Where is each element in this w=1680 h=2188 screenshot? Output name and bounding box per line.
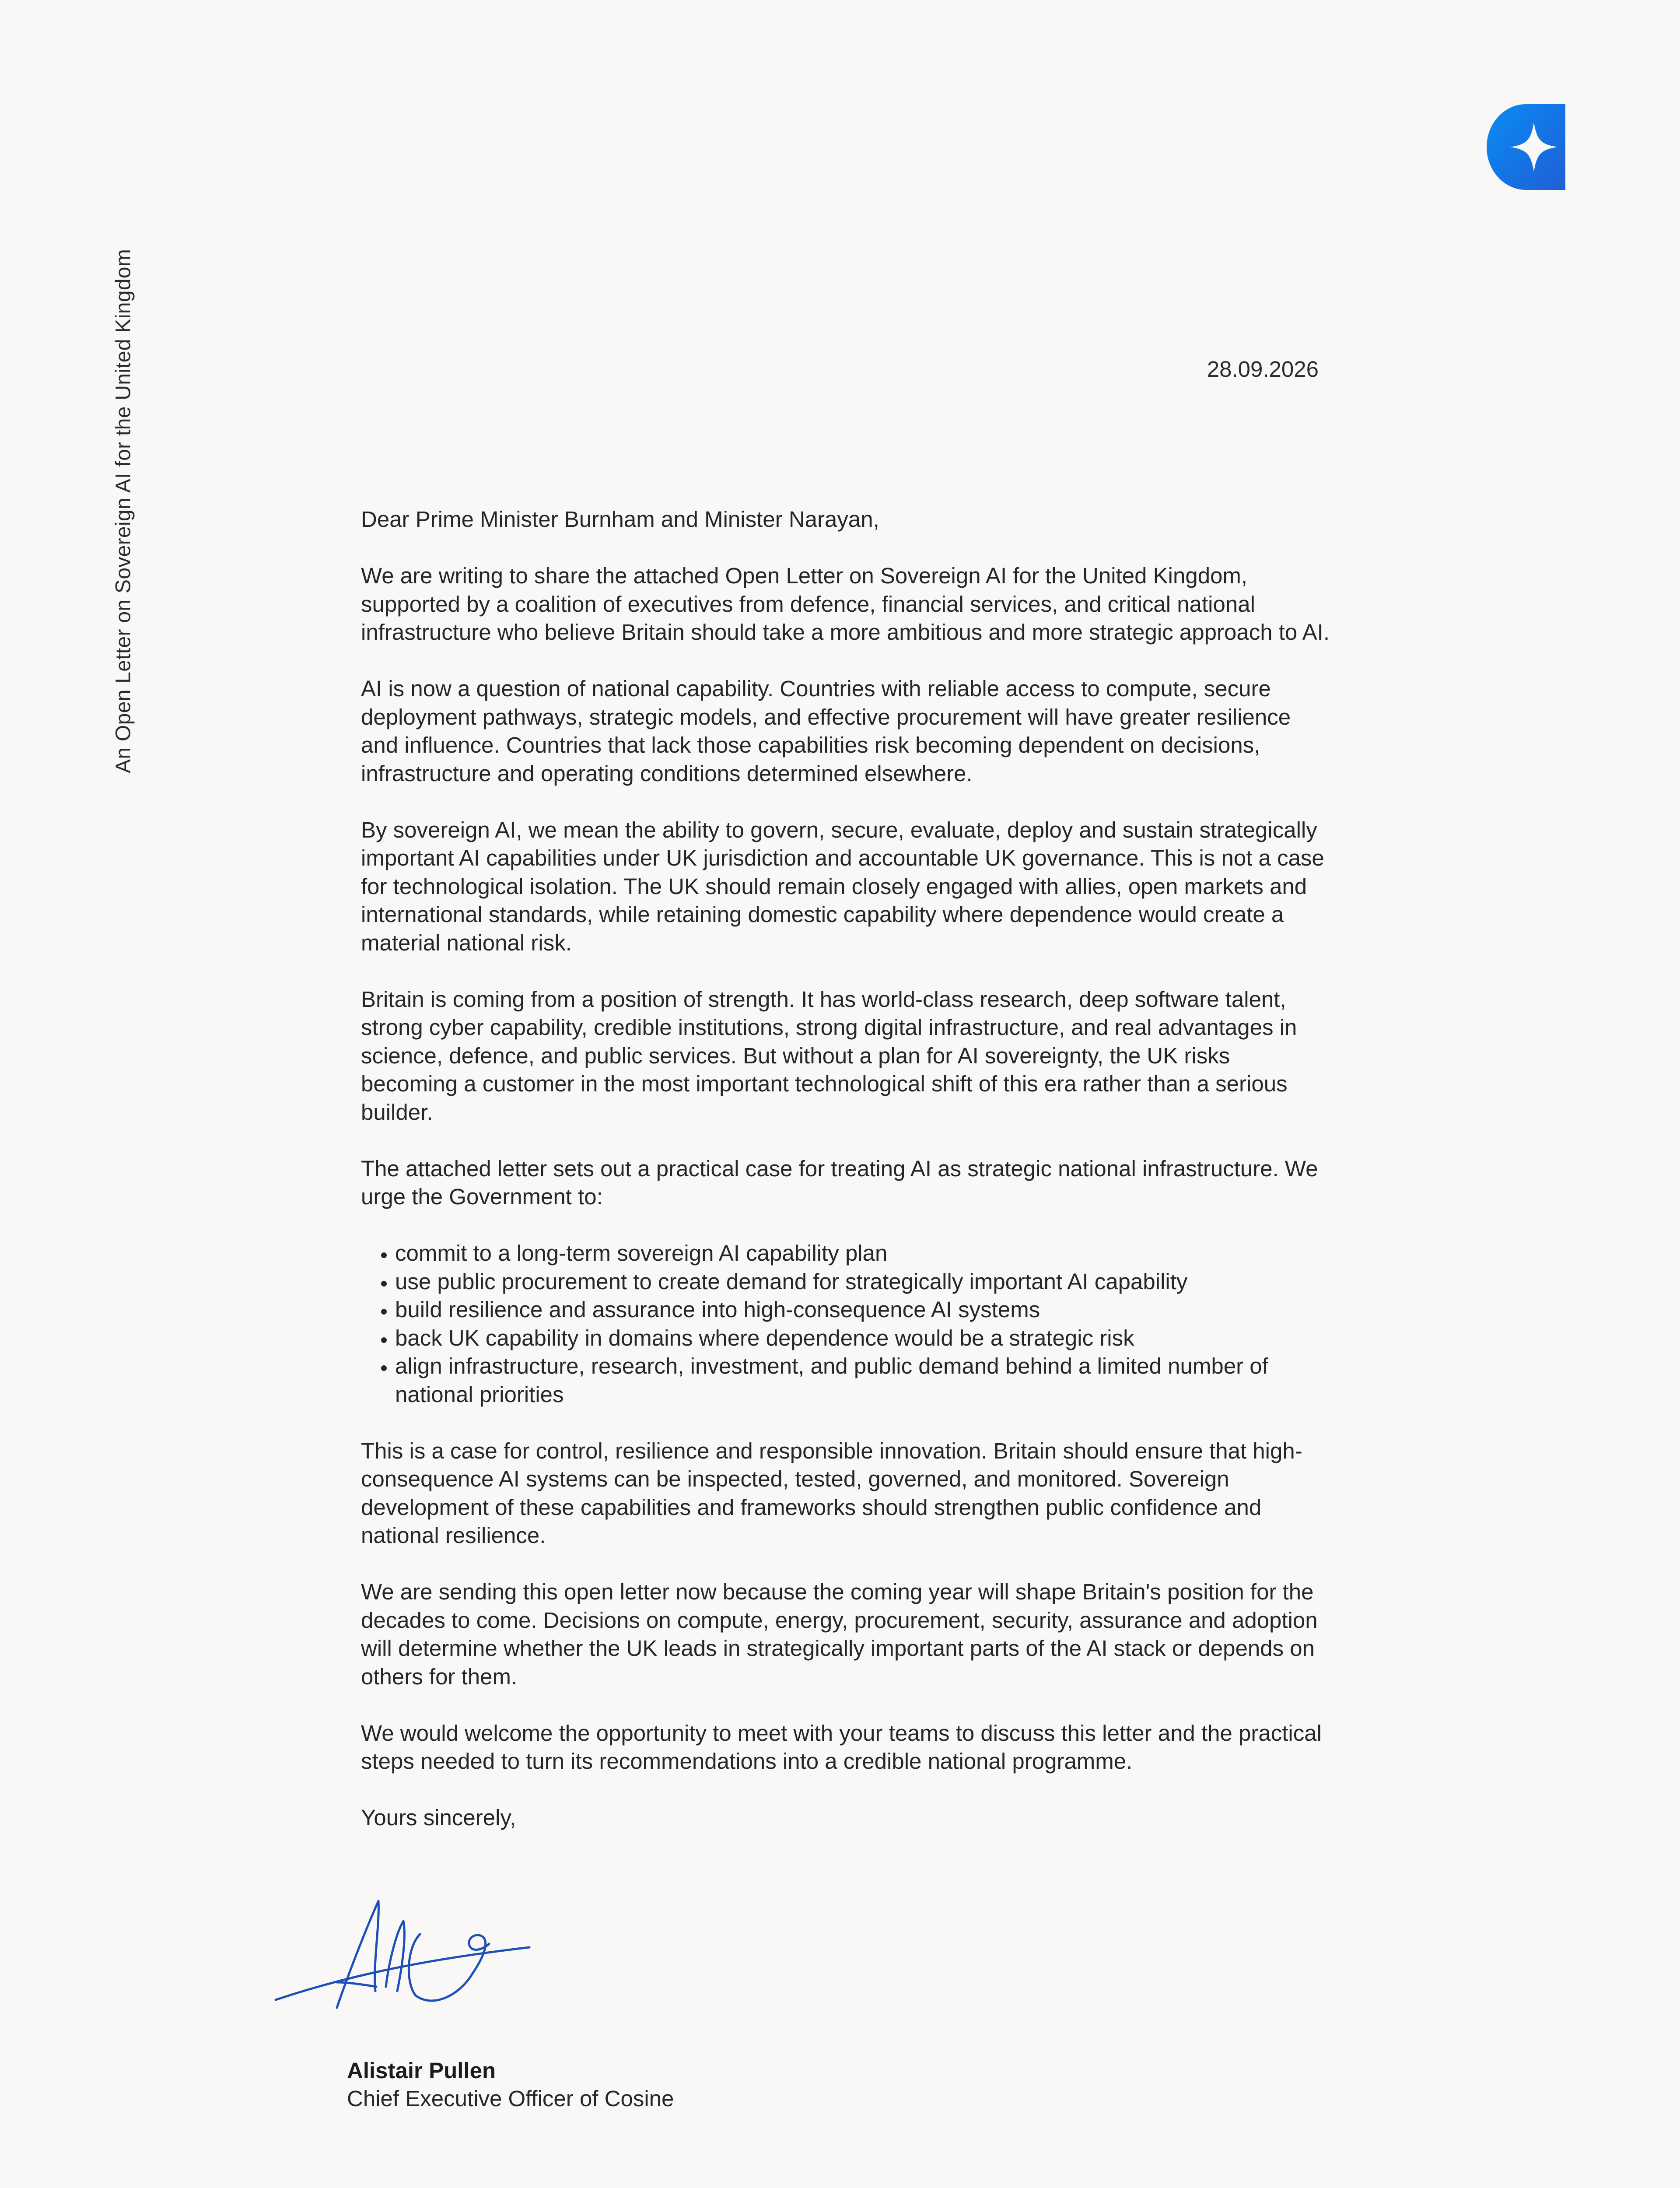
- paragraph: This is a case for control, resilience and responsible innovation. Britain should ensure that high-consequence AI systems can be inspected, tested, governed, and monitored. Sovereign development of these capabilities and frameworks should strengthen public confidence and national resilience.: [361, 1438, 1302, 1548]
- paragraph: We are writing to share the attached Open Letter on Sovereign AI for the United Kingdom, supported by a coalition of executives from defence, financial services, and critical national infrastructure who believe Britain should take a more ambitious and more strategic approach to AI.: [361, 563, 1330, 645]
- list-item: • build resilience and assurance into high-consequence AI systems: [395, 1296, 1332, 1324]
- list-item: • commit to a long-term sovereign AI capability plan: [395, 1239, 1332, 1268]
- recommendations-list: [361, 1239, 1332, 1409]
- paragraph: By sovereign AI, we mean the ability to govern, secure, evaluate, deploy and sustain strategically important AI capabilities under UK jurisdiction and accountable UK governance. This is not a case for technological isolation. The UK should remain closely engaged with allies, open markets and international standards, while retaining domestic capability where dependence would create a material national risk.: [361, 817, 1324, 955]
- letter-date: 28.09.2026: [1207, 357, 1319, 382]
- sign-off: Yours sincerely,: [361, 1805, 516, 1830]
- side-title: An Open Letter on Sovereign AI for the United Kingdom: [112, 249, 135, 773]
- list-item: • align infrastructure, research, investment, and public demand behind a limited number of national priorities: [395, 1352, 1332, 1409]
- list-item: • use public procurement to create demand for strategically important AI capability: [395, 1268, 1332, 1296]
- list-item: • back UK capability in domains where dependence would be a strategic risk: [395, 1324, 1332, 1353]
- paragraph: Britain is coming from a position of strength. It has world-class research, deep software talent, strong cyber capability, credible institutions, strong digital infrastructure, and real advantages in science, defence, and public services. But without a plan for AI sovereignty, the UK risks becoming a customer in the most important technological shift of this era rather than a serious builder.: [361, 986, 1297, 1125]
- signatory-title: Chief Executive Officer of Cosine: [347, 2086, 674, 2111]
- paragraph: AI is now a question of national capability. Countries with reliable access to compute, secure deployment pathways, strategic models, and effective procurement will have greater resilience and influence. Countries that lack those capabilities risk becoming dependent on decisions, infrastructure and operating conditions determined elsewhere.: [361, 676, 1291, 786]
- paragraph: We would welcome the opportunity to meet with your teams to discuss this letter and the practical steps needed to turn its recommendations into a credible national programme.: [361, 1720, 1322, 1774]
- salutation: Dear Prime Minister Burnham and Minister Narayan,: [361, 507, 879, 532]
- signature-icon: [271, 1895, 534, 2013]
- paragraph: The attached letter sets out a practical case for treating AI as strategic national infrastructure. We urge the Government to:: [361, 1156, 1318, 1209]
- signatory-name: Alistair Pullen: [347, 2058, 496, 2083]
- paragraph: We are sending this open letter now because the coming year will shape Britain's position for the decades to come. Decisions on compute, energy, procurement, security, assurance and adoption will determine whether the UK leads in strategically important parts of the AI stack or depends on others for them.: [361, 1579, 1318, 1689]
- company-logo-icon: [1487, 104, 1565, 190]
- letter-body: [361, 505, 1332, 1860]
